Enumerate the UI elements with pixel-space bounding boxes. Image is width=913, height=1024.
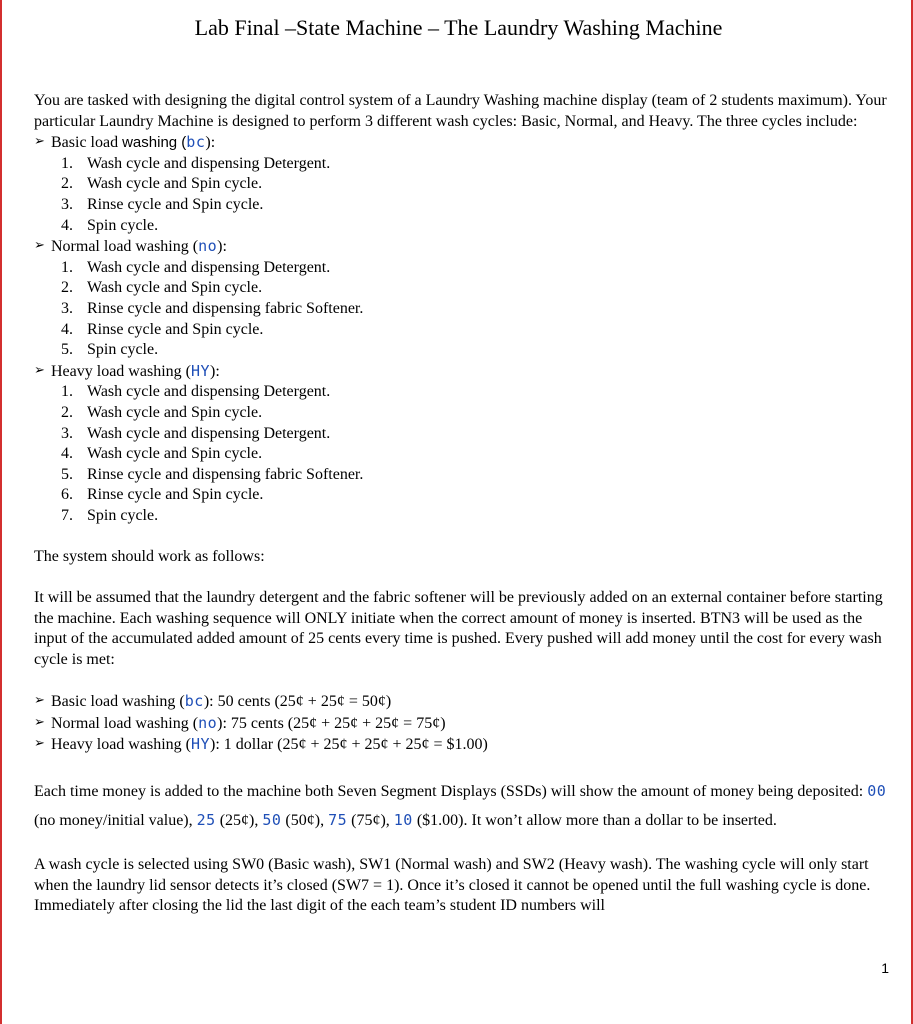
list-item: 4. Wash cycle and Spin cycle. <box>61 445 263 463</box>
ssd-code: bc <box>184 692 204 711</box>
list-item: 5. Rinse cycle and dispensing fabric Softener. <box>61 465 364 483</box>
list-item: 2. Wash cycle and Spin cycle. <box>61 175 263 193</box>
cycle-basic-heading <box>34 132 894 154</box>
arrow-bullet-icon: ➢ <box>34 693 45 709</box>
page-number: 1 <box>881 960 889 976</box>
arrow-bullet-icon: ➢ <box>34 134 45 150</box>
cycle-label: Normal load washing ( <box>51 238 199 256</box>
cycle-label-close: ): <box>217 238 227 256</box>
arrow-bullet-icon: ➢ <box>34 238 45 254</box>
list-item: 1. Wash cycle and dispensing Detergent. <box>61 154 331 172</box>
arrow-bullet-icon: ➢ <box>34 714 45 730</box>
paragraph-money-rules: It will be assumed that the laundry detergent and the fabric softener will be previously added on an external container before starting the machine. Each washing sequence will ONLY initiate when the correct amount of money is inserted. BTN3 will be used as the input of the accumulated added amount of 25 cents every time is pushed. Every pushed will add money until the cost for every wash cycle is met: <box>34 589 883 669</box>
ssd-50: 50 <box>262 810 282 829</box>
list-item: 7. Spin cycle. <box>61 506 159 524</box>
system-heading: The system should work as follows: <box>34 548 265 566</box>
ssd-code: HY <box>190 361 211 380</box>
ssd-code: bc <box>186 133 206 152</box>
arrow-bullet-icon: ➢ <box>34 362 45 378</box>
ssd-75: 75 <box>328 810 348 829</box>
ssd-25: 25 <box>196 810 216 829</box>
list-item: 2. Wash cycle and Spin cycle. <box>61 403 263 421</box>
ssd-code: no <box>198 713 218 732</box>
document-body <box>34 91 894 917</box>
intro-paragraph: You are tasked with designing the digital control system of a Laundry Washing machine display (team of 2 students maximum). Your particular Laundry Machine is designed to perform 3 different wash cycles: Basic, Normal, and Heavy. The three cycles include: <box>34 92 887 130</box>
ssd-code: no <box>198 237 218 256</box>
list-item: 5. Spin cycle. <box>61 341 159 359</box>
page-title: Lab Final –State Machine – The Laundry Washing Machine <box>194 15 723 40</box>
list-item: 1. Wash cycle and dispensing Detergent. <box>61 258 331 276</box>
ssd-00: 00 <box>867 781 887 800</box>
ssd-10: 10 <box>393 810 413 829</box>
list-item: 3. Rinse cycle and dispensing fabric Softener. <box>61 299 364 317</box>
list-item: 1. Wash cycle and dispensing Detergent. <box>61 383 331 401</box>
list-item: 3. Wash cycle and dispensing Detergent. <box>61 424 331 442</box>
list-item: 3. Rinse cycle and Spin cycle. <box>61 195 264 213</box>
cost-basic: ➢ Basic load washing (bc): 50 cents (25¢ + 25¢ = 50¢) <box>34 692 392 711</box>
list-item: 4. Spin cycle. <box>61 216 159 234</box>
cycle-label-close: ): <box>205 134 216 152</box>
arrow-bullet-icon: ➢ <box>34 736 45 752</box>
cycle-heavy-heading <box>34 361 894 383</box>
cost-heavy: ➢ Heavy load washing (HY): 1 dollar (25¢ + 25¢ + 25¢ + 25¢ = $1.00) <box>34 735 488 754</box>
cycle-label: Basic load <box>51 134 123 152</box>
cycle-label-sans: washing ( <box>122 134 187 152</box>
cycle-label-close: ): <box>210 362 220 380</box>
paragraph-ssd-display: Each time money is added to the machine both Seven Segment Displays (SSDs) will show the amount of money being deposited: 00 (no money/initial value), 25 (25¢), 50 (50¢), 75 (75¢), 10 ($1.00). It won’t allow more than a dollar to be inserted. <box>34 781 887 829</box>
list-item: 4. Rinse cycle and Spin cycle. <box>61 320 264 338</box>
paragraph-wash-select: A wash cycle is selected using SW0 (Basic wash), SW1 (Normal wash) and SW2 (Heavy wash). The washing cycle will only start when the laundry lid sensor detects it’s closed (SW7 = 1). Once it’s closed it cannot be opened until the full washing cycle is done. Immediately after closing the lid the last digit of the each team’s student ID numbers will <box>34 856 871 915</box>
list-item: 6. Rinse cycle and Spin cycle. <box>61 486 264 504</box>
ssd-code: HY <box>190 735 211 754</box>
cycle-normal-heading <box>34 236 894 258</box>
cycle-label: Heavy load washing ( <box>51 362 191 380</box>
cost-normal: ➢ Normal load washing (no): 75 cents (25¢ + 25¢ + 25¢ = 75¢) <box>34 713 446 732</box>
list-item: 2. Wash cycle and Spin cycle. <box>61 279 263 297</box>
